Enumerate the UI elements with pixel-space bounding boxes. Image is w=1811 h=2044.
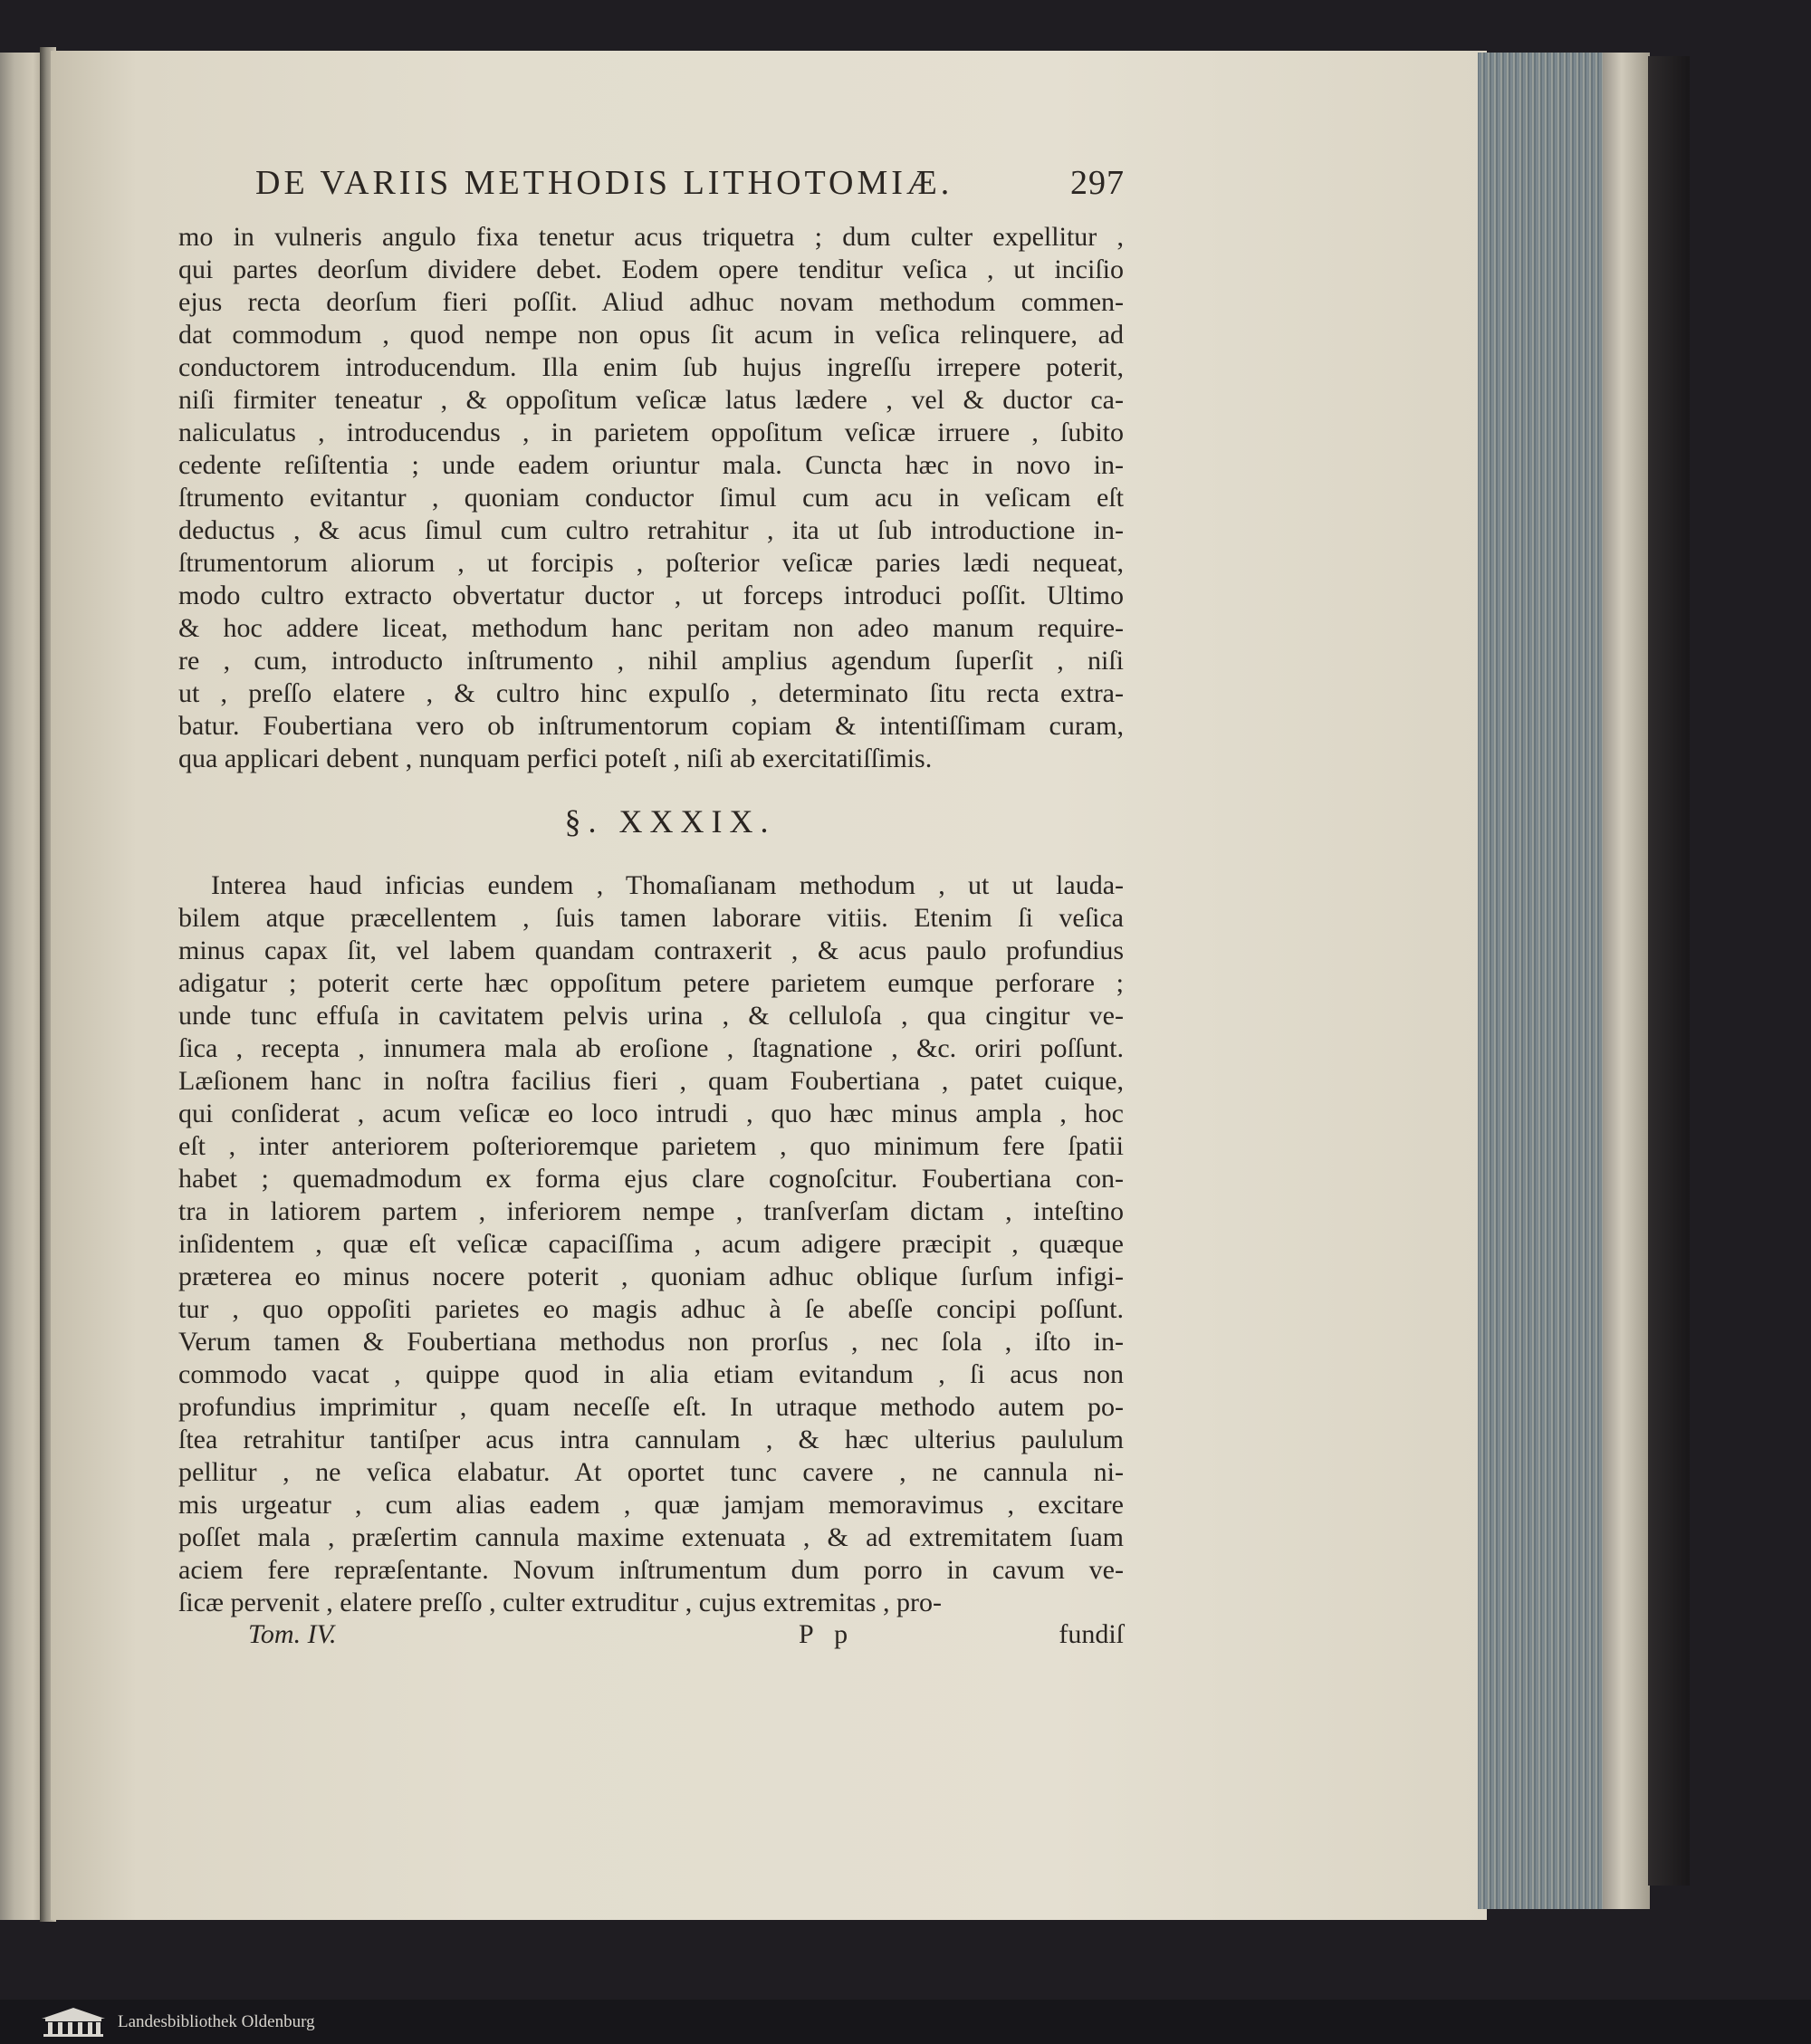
paragraph-section-39	[178, 869, 1124, 1619]
text-line: ſica , recepta , innumera mala ab eroſione , ſtagnatione , &c. oriri poſſunt.	[178, 1033, 1124, 1063]
text-line: ſicæ pervenit , elatere preſſo , culter extruditur , cujus extremitas , pro-	[178, 1588, 943, 1617]
text-line: mo in vulneris angulo fixa tenetur acus triquetra ; dum culter expellitur ,	[178, 222, 1124, 252]
text-line: commodo vacat , quippe quod in alia etiam evitandum , ſi acus non	[178, 1359, 1124, 1389]
book-cover-edge	[1648, 56, 1690, 1886]
text-line: mis urgeatur , cum alias eadem , quæ jamjam memoravimus , excitare	[178, 1490, 1124, 1520]
text-line: niſi firmiter teneatur , & oppoſitum veſicæ latus lædere , vel & ductor ca-	[178, 385, 1124, 415]
text-line: tra in latiorem partem , inferiorem nempe , tranſverſam dictam , inteſtino	[178, 1196, 1124, 1226]
text-line: Verum tamen & Foubertiana methodus non prorſus , nec ſola , iſto in-	[178, 1327, 1124, 1357]
text-line: & hoc addere liceat, methodum hanc peritam non adeo manum require-	[178, 613, 1124, 643]
text-line: profundius imprimitur , quam neceſſe eſt. In utraque methodo autem po-	[178, 1392, 1124, 1422]
text-line: eſt , inter anteriorem poſterioremque parietem , quo minimum fere ſpatii	[178, 1131, 1124, 1161]
running-head	[255, 163, 1125, 208]
text-line: minus capax ſit, vel labem quandam contraxerit , & acus paulo profundius	[178, 936, 1124, 965]
text-line: Læſionem hanc in noſtra facilius fieri , quam Foubertiana , patet cuique,	[178, 1066, 1124, 1096]
text-line: qui partes deorſum dividere debet. Eodem opere tenditur veſica , ut inciſio	[178, 254, 1124, 284]
running-head-title: DE VARIIS METHODIS LITHOTOMIÆ.	[255, 164, 953, 202]
library-name: Landesbibliothek Oldenburg	[118, 2011, 315, 2031]
text-line: Interea haud inficias eundem , Thomaſianam methodum , ut ut lauda-	[211, 870, 1124, 900]
text-line: aciem fere repræſentante. Novum inſtrumentum dum porro in cavum ve-	[178, 1555, 1124, 1585]
text-line: conductorem introducendum. Illa enim ſub hujus ingreſſu irrepere poterit,	[178, 352, 1124, 382]
text-line: inſidentem , quæ eſt veſicæ capaciſſima , acum adigere præcipit , quæque	[178, 1229, 1124, 1259]
text-line: cedente reſiſtentia ; unde eadem oriuntur mala. Cuncta hæc in novo in-	[178, 450, 1124, 480]
text-line: batur. Foubertiana vero ob inſtrumentorum copiam & intentiſſimam curam,	[178, 711, 1124, 741]
text-line: modo cultro extracto obvertatur ductor , ut forceps introduci poſſit. Ultimo	[178, 581, 1124, 610]
text-line: præterea eo minus nocere poterit , quoniam adhuc oblique ſurſum infigi-	[178, 1262, 1124, 1291]
text-line: qua applicari debent , nunquam perfici poteſt , niſi ab exercitatiſſimis.	[178, 744, 933, 773]
paragraph-continued	[178, 221, 1124, 775]
text-line: bilem atque præcellentem , ſuis tamen laborare vitiis. Etenim ſi veſica	[178, 903, 1124, 933]
text-line: dat commodum , quod nempe non opus ſit acum in veſica relinquere, ad	[178, 320, 1124, 350]
text-line: adigatur ; poterit certe hæc oppoſitum petere parietem eumque perforare ;	[178, 968, 1124, 998]
text-line: tur , quo oppoſiti parietes eo magis adhuc à ſe abeſſe concipi poſſunt.	[178, 1294, 1124, 1324]
text-line: unde tunc effuſa in cavitatem pelvis urina , & celluloſa , qua cingitur ve-	[178, 1001, 1124, 1031]
text-line: ut , preſſo elatere , & cultro hinc expulſo , determinato ſitu recta extra-	[178, 678, 1124, 708]
signature-mark: P p	[799, 1619, 856, 1649]
page-number: 297	[1070, 164, 1125, 202]
library-banner	[0, 2000, 1811, 2044]
text-line: pellitur , ne veſica elabatur. At oportet tunc cavere , ne cannula ni-	[178, 1457, 1124, 1487]
volume-signature: Tom. IV.	[248, 1619, 337, 1649]
text-line: ejus recta deorſum fieri poſſit. Aliud adhuc novam methodum commen-	[178, 287, 1124, 317]
text-line: deductus , & acus ſimul cum cultro retrahitur , ita ut ſub introductione in-	[178, 515, 1124, 545]
text-line: re , cum, introducto inſtrumento , nihil amplius agendum ſuperſit , niſi	[178, 646, 1124, 676]
section-heading: §. XXXIX.	[564, 803, 776, 840]
text-line: ſtrumento evitantur , quoniam conductor ſimul cum acu in veſicam eſt	[178, 483, 1124, 513]
library-building-icon	[40, 2006, 107, 2039]
text-line: naliculatus , introducendus , in parietem oppoſitum veſicæ irruere , ſubito	[178, 417, 1124, 447]
text-line: ſtea retrahitur tantiſper acus intra cannulam , & hæc ulterius paululum	[178, 1425, 1124, 1454]
text-line: habet ; quemadmodum ex forma ejus clare cognoſcitur. Foubertiana con-	[178, 1164, 1124, 1194]
text-line: poſſet mala , præſertim cannula maxime extenuata , & ad extremitatem ſuam	[178, 1522, 1124, 1552]
text-line: qui conſiderat , acum veſicæ eo loco intrudi , quo hæc minus ampla , hoc	[178, 1099, 1124, 1128]
page-edges	[1478, 53, 1650, 1909]
catchword: fundiſ	[1059, 1619, 1124, 1649]
page-footer	[248, 1619, 1124, 1655]
text-line: ſtrumentorum aliorum , ut forcipis , poſterior veſicæ paries lædi nequeat,	[178, 548, 1124, 578]
